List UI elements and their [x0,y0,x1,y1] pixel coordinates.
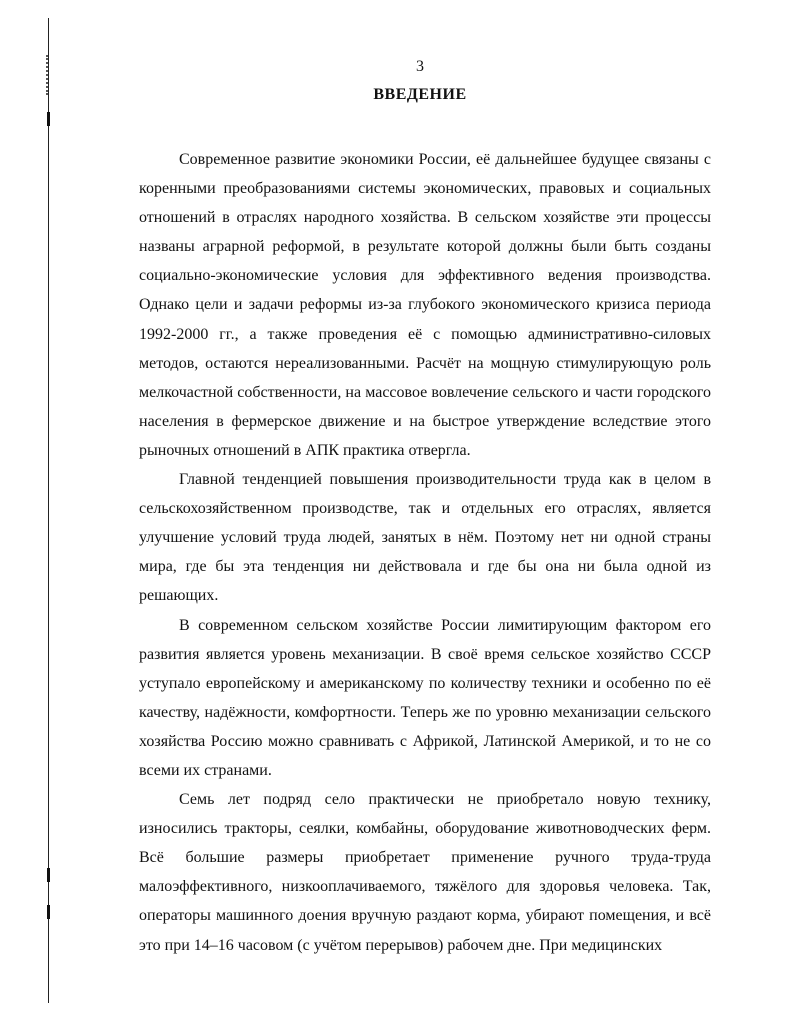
page-title: ВВЕДЕНИЕ [373,86,467,103]
paragraph-3: В современном сельском хозяйстве России лимитирующим фактором его развития является уровень механизации. В своё время сельское хозяйство СССР уступало европейскому и американскому по количеству техники и особенно по её качеству, надёжности, комфортности. Теперь же по уровню механизации сельского хозяйства Россию можно сравнивать с Африкой, Латинской Америкой, и то не со всеми их странами. [139,616,711,779]
scan-margin-line [48,18,49,1003]
body-text [139,145,711,960]
scan-margin-mark [47,905,50,919]
paragraph-4: Семь лет подряд село практически не приобретало новую технику, износились тракторы, сеялки, комбайны, оборудование животноводческих ферм. Всё большие размеры приобретает применение ручного труда-труда малоэффективного, низкооплачиваемого, тяжёлого для здоровья человека. Так, операторы машинного доения вручную раздают корма, убирают помещения, и всё это при 14–16 часовом (с учётом перерывов) рабочем дне. При медицинских [139,791,711,954]
paragraph-1: Современное развитие экономики России, её дальнейшее будущее связаны с коренными преобразованиями системы экономических, правовых и социальных отношений в отраслях народного хозяйства. В сельском хозяйстве эти процессы названы аграрной реформой, в результате которой должны были быть созданы социально-экономические условия для эффективного ведения производства. Однако цели и задачи реформы из-за глубокого экономического кризиса периода 1992-2000 гг., а также проведения её с помощью административно-силовых методов, остаются нереализованными. Расчёт на мощную стимулирующую роль мелкочастной собственности, на массовое вовлечение сельского и части городского населения в фермерское движение и на быстрое утверждение вследствие этого рыночных отношений в АПК практика отвергла. [139,151,711,459]
paragraph-2: Главной тенденцией повышения производительности труда как в целом в сельскохозяйственном производстве, так и отдельных его отраслях, является улучшение условий труда людей, занятых в нём. Поэтому нет ни одной страны мира, где бы эта тенденция ни действовала и где бы она ни была одной из решающих. [139,471,711,605]
scan-margin-mark [47,112,50,126]
scan-margin-mark [47,868,50,882]
page-number: 3 [416,58,424,75]
